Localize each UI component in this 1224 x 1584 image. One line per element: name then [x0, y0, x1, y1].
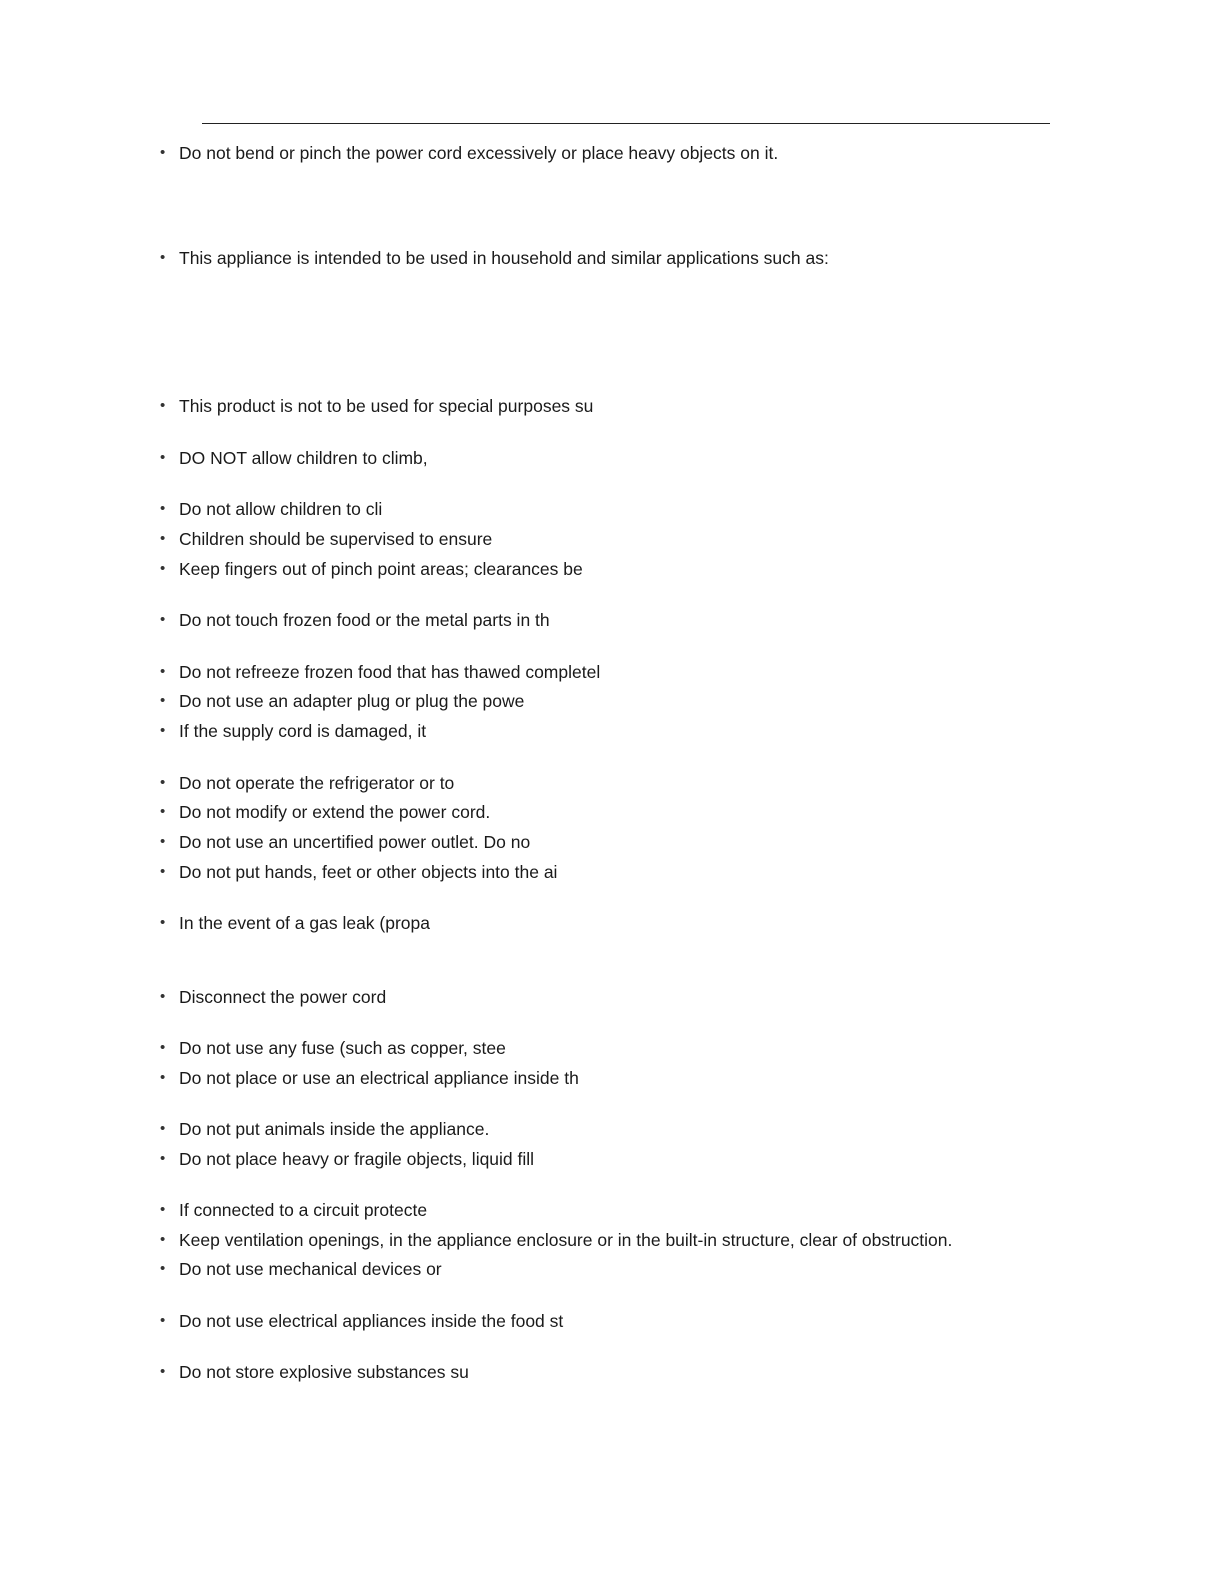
list-item-text: In the event of a gas leak (propa — [179, 913, 430, 933]
list-item-text: If the supply cord is damaged, it — [179, 721, 427, 741]
bullet-icon: • — [160, 692, 166, 709]
bullet-icon: • — [160, 1120, 166, 1137]
list-item-text: Do not use an adapter plug or plug the powe — [179, 691, 525, 711]
bullet-icon: • — [160, 1039, 166, 1056]
list-item-text: Keep fingers out of pinch point areas; clearances be — [179, 559, 583, 579]
list-item-text: Disconnect the power cord — [179, 987, 387, 1007]
bullet-icon: • — [160, 1069, 166, 1086]
list-item-text: Do not modify or extend the power cord. — [179, 802, 491, 822]
list-item-text: Do not use mechanical devices or — [179, 1259, 442, 1279]
list-item-text: This appliance is intended to be used in household and similar applications such as: — [179, 248, 829, 268]
list-item-text: If connected to a circuit protecte — [179, 1200, 428, 1220]
bullet-icon: • — [160, 1363, 166, 1380]
list-item-text: DO NOT allow children to climb, — [179, 448, 428, 468]
list-item-text: Do not place heavy or fragile objects, liquid fill — [179, 1149, 535, 1169]
bullet-icon: • — [160, 774, 166, 791]
list-item-text: Do not operate the refrigerator or to — [179, 773, 455, 793]
bullet-icon: • — [160, 249, 166, 266]
list-item-text: Do not bend or pinch the power cord excessively or place heavy objects on it. — [179, 143, 779, 163]
bullet-icon: • — [160, 500, 166, 517]
list-item-text: Do not place or use an electrical appliance inside th — [179, 1068, 579, 1088]
list-item-text: Do not put animals inside the appliance. — [179, 1119, 490, 1139]
bullet-icon: • — [160, 1201, 166, 1218]
list-item-text: Do not use electrical appliances inside the food st — [179, 1311, 564, 1331]
bullet-icon: • — [160, 803, 166, 820]
bullet-icon: • — [160, 449, 166, 466]
list-item-text: Do not touch frozen food or the metal parts in th — [179, 610, 550, 630]
list-item-text: Keep ventilation openings, in the appliance enclosure or in the built-in structure, clear of obstruction. — [179, 1230, 953, 1250]
bullet-icon: • — [160, 833, 166, 850]
bullet-icon: • — [160, 863, 166, 880]
list-item-text: Do not use an uncertified power outlet. Do no — [179, 832, 531, 852]
bullet-icon: • — [160, 397, 166, 414]
bullet-icon: • — [160, 1260, 166, 1277]
list-item-text: Do not store explosive substances su — [179, 1362, 469, 1382]
list-item-text: Do not put hands, feet or other objects into the ai — [179, 862, 558, 882]
list-item-text: Children should be supervised to ensure — [179, 529, 493, 549]
list-item-text: Do not refreeze frozen food that has thawed completel — [179, 662, 601, 682]
bullet-icon: • — [160, 560, 166, 577]
bullet-icon: • — [160, 530, 166, 547]
bullet-icon: • — [160, 722, 166, 739]
list-item-text: Do not use any fuse (such as copper, stee — [179, 1038, 506, 1058]
bullet-icon: • — [160, 144, 166, 161]
bullet-icon: • — [160, 611, 166, 628]
bullet-icon: • — [160, 1231, 166, 1248]
list-item-text: Do not allow children to cli — [179, 499, 383, 519]
bullet-icon: • — [160, 663, 166, 680]
bullet-icon: • — [160, 914, 166, 931]
bullet-icon: • — [160, 988, 166, 1005]
bullet-icon: • — [160, 1150, 166, 1167]
bullet-icon: • — [160, 1312, 166, 1329]
header-divider — [202, 123, 1050, 124]
list-item-text: This product is not to be used for special purposes su — [179, 396, 594, 416]
